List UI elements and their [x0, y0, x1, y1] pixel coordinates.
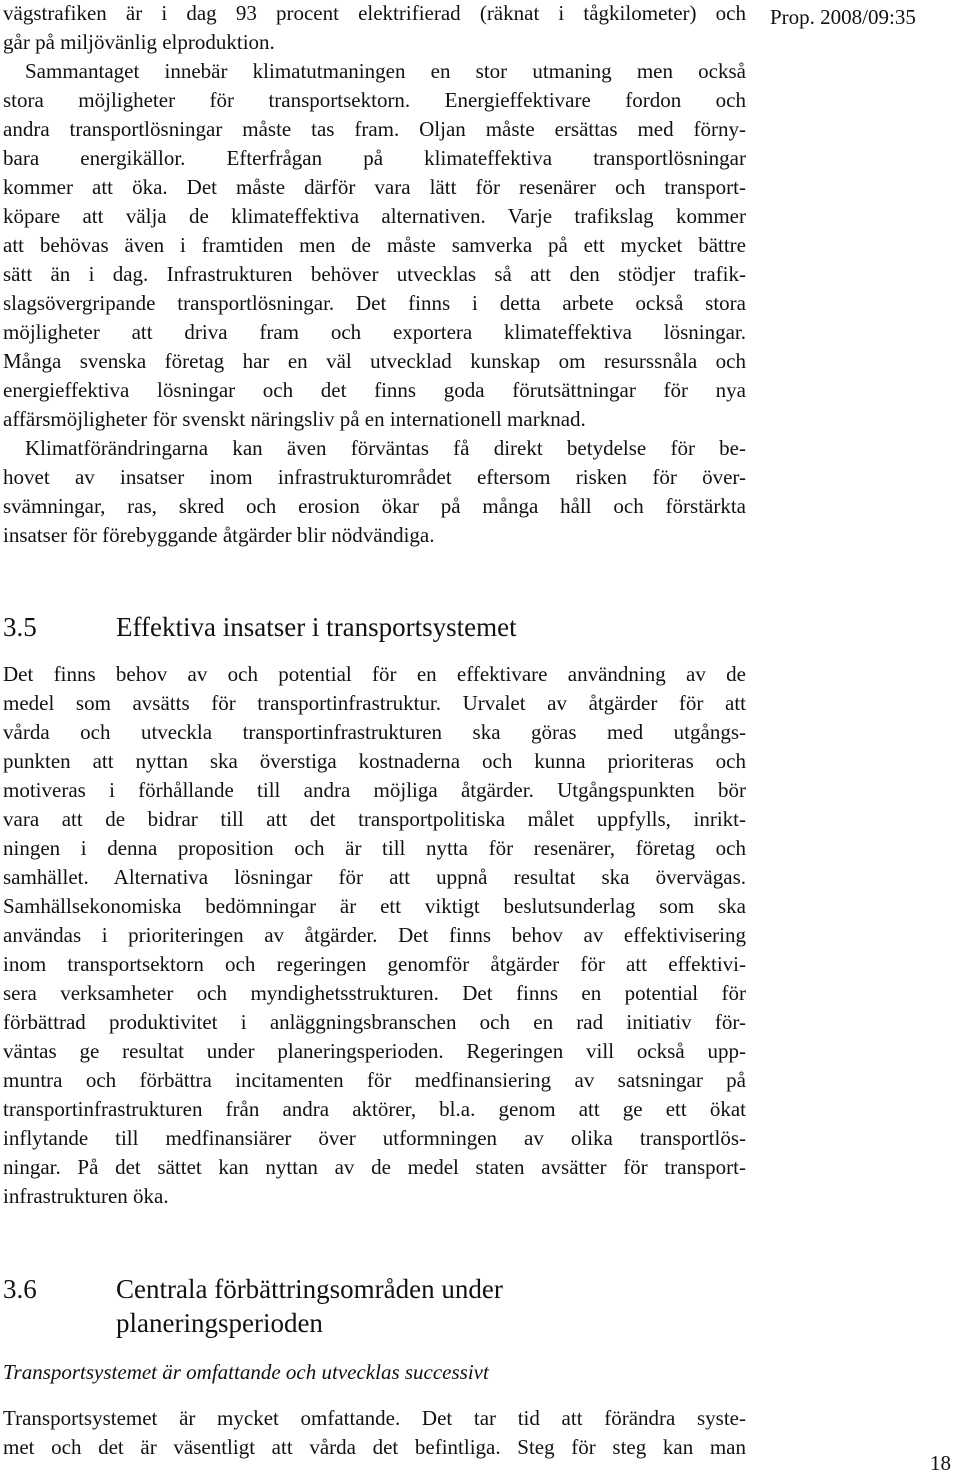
section-title: [116, 1272, 503, 1340]
text-line: förbättrad produktivitet i anläggningsbranschen och en rad initiativ för-: [3, 1010, 746, 1034]
text-line: Det finns behov av och potential för en effektivare användning av de: [3, 662, 746, 686]
text-line: medel som avsätts för transportinfrastruktur. Urvalet av åtgärder för att: [3, 691, 746, 715]
intro-paragraph-1: [3, 0, 746, 57]
text-line: punkten att nyttan ska överstiga kostnaderna och kunna prioriteras och: [3, 749, 746, 773]
section-3-6-body: [3, 1404, 746, 1462]
text-line: Klimatförändringarna kan även förväntas få direkt betydelse för be-: [25, 436, 746, 460]
text-line: vårda och utveckla transportinfrastrukturen ska göras med utgångs-: [3, 720, 746, 744]
text-line: vara att de bidrar till att det transportpolitiska målet uppfylls, inrikt-: [3, 807, 746, 831]
text-line: att behövas även i framtiden men de måste samverka på ett mycket bättre: [3, 233, 746, 257]
text-line: går på miljövänlig elproduktion.: [3, 30, 275, 54]
text-line: hovet av insatser inom infrastrukturområdet eftersom risken för över-: [3, 465, 746, 489]
text-line: bara energikällor. Efterfrågan på klimateffektiva transportlösningar: [3, 146, 746, 170]
text-line: stora möjligheter för transportsektorn. Energieffektivare fordon och: [3, 88, 746, 112]
text-line: energieffektiva lösningar och det finns goda förutsättningar för nya: [3, 378, 746, 402]
text-line: köpare att välja de klimateffektiva alternativen. Varje trafikslag kommer: [3, 204, 746, 228]
text-line: Många svenska företag har en väl utvecklad kunskap om resurssnåla och: [3, 349, 746, 373]
text-line: inom transportsektorn och regeringen genomför åtgärder för att effektivi-: [3, 952, 746, 976]
text-line: vägstrafiken är i dag 93 procent elektrifierad (räknat i tågkilometer) och: [3, 1, 746, 25]
text-line: svämningar, ras, skred och erosion ökar på många håll och förstärkta: [3, 494, 746, 518]
text-line: insatser för förebyggande åtgärder blir nödvändiga.: [3, 523, 435, 547]
section-title-line: Centrala förbättringsområden under: [116, 1274, 503, 1304]
text-line: Transportsystemet är mycket omfattande. Det tar tid att förändra syste-: [3, 1406, 746, 1430]
text-line: muntra och förbättra incitamenten för medfinansiering av satsningar på: [3, 1068, 746, 1092]
intro-paragraph-3: [3, 434, 746, 550]
section-title: Effektiva insatser i transportsystemet: [116, 612, 517, 642]
text-line: kommer att öka. Det måste därför vara lätt för resenärer och transport-: [3, 175, 746, 199]
section-number: 3.5: [3, 612, 37, 642]
section-3-5-body: [3, 660, 746, 1211]
text-line: inflytande till medfinansiärer över utformningen av olika transportlös-: [3, 1126, 746, 1150]
text-line: infrastrukturen öka.: [3, 1184, 169, 1208]
text-line: met och det är väsentligt att vårda det befintliga. Steg för steg kan man: [3, 1435, 746, 1459]
text-line: affärsmöjligheter för svenskt näringsliv på en internationell marknad.: [3, 407, 586, 431]
subheading: Transportsystemet är omfattande och utvecklas successivt: [3, 1360, 489, 1384]
page-number: 18: [930, 1451, 951, 1475]
text-line: Samhällsekonomiska bedömningar är ett viktigt beslutsunderlag som ska: [3, 894, 746, 918]
text-line: slagsövergripande transportlösningar. Det finns i detta arbete också stora: [3, 291, 746, 315]
text-line: möjligheter att driva fram och exportera klimateffektiva lösningar.: [3, 320, 746, 344]
intro-text: [3, 0, 746, 550]
section-heading-3-6: [3, 1272, 746, 1340]
text-line: ningar. På det sättet kan nyttan av de medel staten avsätter för transport-: [3, 1155, 746, 1179]
intro-paragraph-2: [3, 57, 746, 434]
text-line: Sammantaget innebär klimatutmaningen en stor utmaning men också: [25, 59, 746, 83]
text-line: motiveras i förhållande till andra möjliga åtgärder. Utgångspunkten bör: [3, 778, 746, 802]
text-line: användas i prioriteringen av åtgärder. Det finns behov av effektivisering: [3, 923, 746, 947]
text-line: väntas ge resultat under planeringsperioden. Regeringen vill också upp-: [3, 1039, 746, 1063]
section-title-line: planeringsperioden: [116, 1308, 323, 1338]
proposition-reference: Prop. 2008/09:35: [770, 5, 916, 29]
section-heading-3-5: [3, 610, 746, 644]
text-line: transportinfrastrukturen från andra aktörer, bl.a. genom att ge ett ökat: [3, 1097, 746, 1121]
section-number: 3.6: [3, 1274, 37, 1304]
text-line: andra transportlösningar måste tas fram. Oljan måste ersättas med förny-: [3, 117, 746, 141]
text-line: samhället. Alternativa lösningar för att uppnå resultat ska övervägas.: [3, 865, 746, 889]
text-line: sera verksamheter och myndighetsstrukturen. Det finns en potential för: [3, 981, 746, 1005]
text-line: sätt än i dag. Infrastrukturen behöver utvecklas så att den stödjer trafik-: [3, 262, 746, 286]
text-line: ningen i denna proposition och är till nytta för resenärer, företag och: [3, 836, 746, 860]
